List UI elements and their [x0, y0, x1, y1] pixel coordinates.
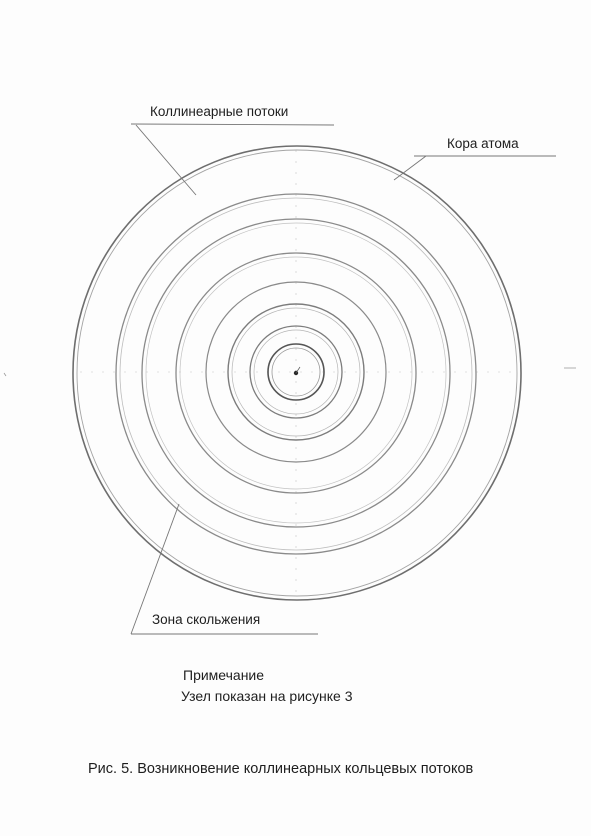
label-slip-zone: Зона скольжения [152, 612, 261, 627]
label-atom-crust: Кора атома [447, 136, 519, 151]
figure-caption: Рис. 5. Возникновение коллинеарных кольцевых потоков [88, 761, 474, 777]
note-title: Примечание [183, 667, 265, 683]
label-collinear-flows: Коллинеарные потоки [150, 104, 289, 119]
central-node [268, 344, 324, 400]
note-text: Узел показан на рисунке 3 [181, 688, 353, 704]
